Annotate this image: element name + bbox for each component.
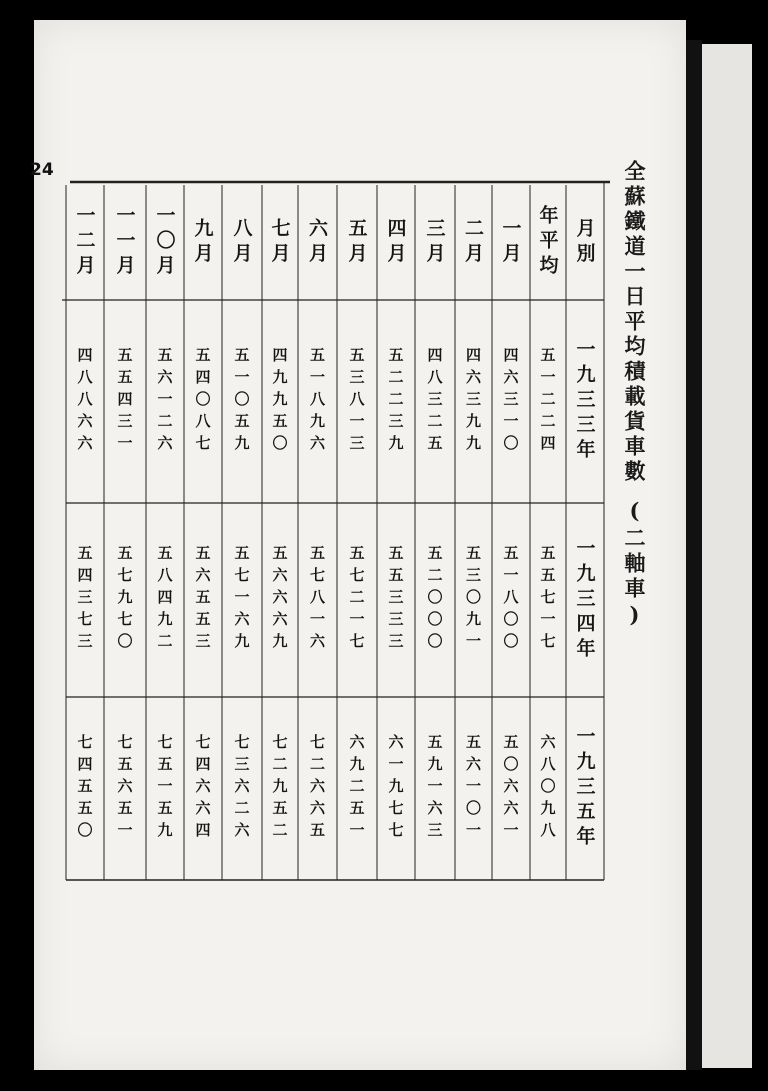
table-cell: 五七一六九 [232,545,251,655]
page-number: 24 [30,160,54,180]
table-cell: 七二六六五 [308,733,326,844]
corner-header: 月別 [573,217,596,268]
table-cell: 五一八九六 [308,346,326,457]
table-title: 全蘇鐵道一日平均積載貨車數 [622,160,647,485]
table-cell: 七五一五九 [155,733,174,844]
table-cell: 五一二二四 [538,346,557,457]
table-cell: 五五三三三 [386,545,405,655]
table-cell: 四六三一〇 [501,346,520,457]
table-cell: 五二二三九 [386,346,405,457]
table-cell: 五五七一七 [538,545,557,655]
row-label: 二月 [462,217,484,268]
table-cell: 六一九七七 [386,733,405,844]
table-subtitle: (二軸車) [622,498,647,631]
table-cell: 七二九五二 [270,733,289,844]
row-label: 八月 [230,217,253,268]
table-cell: 五九一六三 [425,733,444,844]
table-cell: 五五四三一 [115,346,134,457]
row-label: 年平均 [536,205,559,280]
year-header: 一九三五年 [573,726,596,851]
row-label: 一一月 [113,205,136,280]
row-label: 六月 [306,217,328,268]
table-cell: 四八八六六 [75,346,94,457]
table-cell: 四九九五〇 [270,346,289,457]
table-cell: 五一〇五九 [232,346,251,457]
row-label: 三月 [423,217,446,268]
table-cell: 五一八〇〇 [501,545,520,655]
table-cell: 五三〇九一 [464,545,482,655]
table-cell: 四八三二五 [425,346,444,457]
table-cell: 五〇六六一 [501,733,520,844]
table-cell: 七五六五一 [115,733,134,844]
table-cell: 五四〇八七 [193,346,212,457]
table-cell: 五七九七〇 [115,545,134,655]
table-cell: 五七二一七 [347,545,366,655]
table-cell: 六九二五一 [347,733,366,844]
table-cell: 五七八一六 [308,545,326,655]
row-label: 七月 [268,217,291,268]
table-cell: 五二〇〇〇 [425,545,444,655]
row-label: 一月 [499,217,522,268]
table-cell: 七四五五〇 [75,733,94,844]
table-cell: 七四六六四 [193,733,212,844]
table-cell: 五六一二六 [155,346,174,457]
table-cell: 七三六二六 [232,733,251,844]
table-cell: 五八四九二 [155,545,174,655]
table-cell: 五六一〇一 [464,733,482,844]
year-header: 一九三四年 [573,537,596,663]
row-label: 四月 [384,217,407,268]
row-label: 九月 [191,217,214,268]
table-cell: 五四三七三 [75,545,94,655]
table-cell: 五六五五三 [193,545,212,655]
table-cell: 五三八一三 [347,346,366,457]
year-header: 一九三三年 [573,339,596,464]
row-label: 五月 [345,217,368,268]
table-cell: 四六三九九 [464,346,482,457]
table-cell: 五六六六九 [270,545,289,655]
table-cell: 六八〇九八 [538,733,557,844]
row-label: 一〇月 [153,205,176,280]
row-label: 一二月 [73,205,96,280]
